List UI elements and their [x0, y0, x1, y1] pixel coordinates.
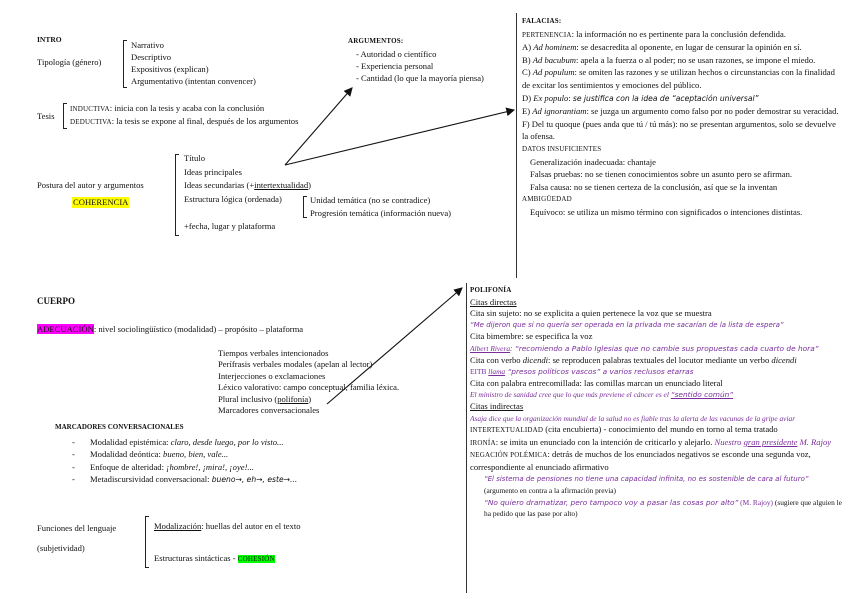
falacias-heading: FALACIAS: [522, 17, 562, 25]
polifonia-heading: POLIFONÍA [470, 286, 512, 294]
negacion-line: NEGACIÓN POLÉMICA: detrás de muchos de los enunciados negativos se esconde una segunda voz, correspondiente al enunciado afirmativo [470, 449, 811, 472]
quote-entrecomillada: El ministro de sanidad cree que lo que más previene el cáncer es el “sentido común” [470, 390, 734, 400]
tipologia-item: Descriptivo [131, 52, 172, 62]
postura-item: Título [184, 153, 206, 163]
marcadores-list [72, 436, 297, 486]
quote-indirecta: Asaja dice que la organización mundial de la salud no es fiable tras la alerta de las vacunas de la gripe aviar [470, 413, 796, 423]
cuerpo-item: Interjecciones o exclamaciones [218, 370, 326, 381]
intro-heading: INTRO [37, 35, 62, 44]
argumentos-heading: ARGUMENTOS: [348, 37, 404, 45]
cuerpo-list [218, 348, 399, 416]
cuerpo-item: Perífrasis verbales modales (apelan al lector) [218, 359, 373, 370]
tipologia-item: Expositivos (explican) [131, 64, 209, 74]
insuf-item: Falsas pruebas: no se tienen conocimientos sobre un asunto pero se afirman. [530, 169, 793, 180]
tipologia-item: Argumentativo (intentan convencer) [131, 76, 256, 86]
intertextualidad-line: INTERTEXTUALIDAD (cita encubierta) - conocimiento del mundo en torno al tema tratado [470, 424, 778, 435]
tesis-item: DEDUCTIVA: la tesis se expone al final, después de los argumentos [70, 116, 299, 126]
unidad-item: Unidad temática (no se contradice) [310, 195, 431, 205]
cuerpo-heading: CUERPO [37, 296, 75, 306]
falacia-f: F) Del tu quoque (pues anda que tú / tú más): no se presentan argumentos, solo se devuelve la ofensa. [522, 118, 836, 142]
tesis-label: Tesis [37, 111, 55, 121]
tipologia-label: Tipología (género) [37, 57, 102, 67]
ambiguedad-item: Equívoco: se utiliza un mismo término con significados o intenciones distintas. [530, 206, 803, 217]
cita-sin-sujeto: Cita sin sujeto: no se explicita a quien pertenece la voz que se muestra [470, 308, 712, 319]
marcador-item: - Enfoque de alteridad: ¡hombre!, ¡mira!, ¡oye!... [72, 461, 254, 472]
quote-pensiones-note: (argumento en contra a la afirmación previa) [484, 486, 617, 496]
quote-pensiones: “El sistema de pensiones no tiene una capacidad infinita, no es sostenible de cara al futuro” [484, 474, 809, 483]
falacias-block [522, 15, 840, 219]
insuf-item: Generalización inadecuada: chantaje [530, 156, 656, 167]
fecha-item: +fecha, lugar y plataforma [184, 221, 276, 231]
postura-label: Postura del autor y argumentos [37, 180, 144, 190]
quote-bimembre: Albert Rivera: “recomiendo a Pablo Iglesias que no cambie sus propuestas cada cuarto de hora” [470, 343, 819, 353]
polifonia-block [470, 285, 842, 520]
tipologia-item: Narrativo [131, 40, 164, 50]
polifonia-border [466, 283, 467, 593]
postura-item: Ideas secundarias (+intertextualidad) [184, 180, 312, 190]
falacia-c: C) Ad populum: se omiten las razones y se utilizan hechos o circunstancias con la finalidad de excitar los sentimientos y emociones del público. [522, 67, 835, 90]
modalizacion-line: Modalización: huellas del autor en el texto [154, 521, 301, 531]
adecuacion-badge: ADECUACIÓN [37, 324, 94, 334]
cita-verbo-dicendi: Cita con verbo dicendi: se reproducen palabras textuales del locutor mediante un verbo dicendi [470, 354, 797, 365]
quote-sin-sujeto: “Me dijeron que si no quería ser operada en la privada me sacarían de la lista de espera” [470, 320, 784, 329]
funciones-label: Funciones del lenguaje [37, 523, 117, 533]
adecuacion-line: ADECUACIÓN: nivel sociolingüístico (modalidad) – propósito – plataforma [37, 324, 304, 334]
marcadores-heading: MARCADORES CONVERSACIONALES [55, 423, 184, 431]
quote-verbo-dicendi: EITB llama “presos políticos vascos” a varios reclusos etarras [470, 367, 694, 377]
cohesion-badge: COHESIÓN [237, 555, 275, 563]
citas-indirectas-heading: Citas indirectas [470, 400, 524, 411]
ambiguedad-heading: AMBIGÜEDAD [522, 195, 572, 204]
arrow-to-argumentos [285, 88, 352, 165]
cuerpo-item: Marcadores conversacionales [218, 405, 320, 416]
argumento-item: - Experiencia personal [356, 61, 434, 71]
cita-bimembre: Cita bimembre: se especifica la voz [470, 331, 593, 342]
subjetividad-label: (subjetividad) [37, 543, 85, 553]
funciones-brace [145, 516, 149, 568]
falacia-pertenencia: PERTENENCIA: la información no es pertinente para la conclusión defendida. [522, 28, 786, 39]
arrow-to-falacias [285, 110, 514, 165]
falacias-border [516, 13, 517, 278]
falacia-d: D) Ex populo: se justifica con la idea de “aceptación universal” [522, 92, 759, 103]
progresion-item: Progresión temática (información nueva) [310, 207, 452, 218]
cuerpo-item: Plural inclusivo (polifonía) [218, 393, 312, 404]
argumento-item: - Cantidad (lo que la mayoría piensa) [356, 73, 484, 83]
tesis-item: INDUCTIVA: inicia con la tesis y acaba con la conclusión [70, 103, 265, 113]
postura-item: Estructura lógica (ordenada) [184, 193, 282, 204]
cuerpo-item: Tiempos verbales intencionados [218, 348, 329, 358]
insuf-item: Falsa causa: no se tienen certeza de la conclusión, así que se la inventan [530, 181, 778, 192]
argumento-item: - Autoridad o científico [356, 49, 437, 59]
postura-item: Ideas principales [184, 166, 242, 177]
quote-dramatizar: “No quiero dramatizar, pero tampoco voy a pasar las cosas por alto” (M. Rajoy) (sugiere que alguien le ha pedido que las pase por alto) [484, 497, 842, 519]
ironia-line: IRONÍA: se imita un enunciado con la intención de criticarlo y alejarlo. Nuestro gran presidente M. Rajoy [470, 436, 832, 447]
cuerpo-item: Léxico valorativo: campo conceptual, familia léxica. [218, 382, 400, 393]
falacia-e: E) Ad ignorantiam: se juzga un argumento como falso por no poder demostrar su veracidad. [522, 106, 839, 117]
marcador-item: - Modalidad epistémica: claro, desde luego, por lo visto... [72, 437, 284, 447]
datos-insuficientes-heading: DATOS INSUFICIENTES [522, 144, 602, 153]
marcador-item: - Modalidad deóntica: bueno, bien, vale... [72, 449, 229, 460]
marcador-item: - Metadiscursividad conversacional: bueno→, eh→, este→... [72, 473, 298, 484]
citas-directas-heading: Citas directas [470, 296, 517, 307]
estructuras-line: Estructuras sintácticas - COHESIÓN [154, 553, 275, 563]
coherencia-badge: COHERENCIA [73, 197, 129, 207]
cita-entrecomillada: Cita con palabra entrecomillada: las comillas marcan un enunciado literal [470, 377, 723, 388]
falacia-b: B) Ad bacubum: apela a la fuerza o al poder; no se usan razones, se impone el miedo. [522, 54, 816, 65]
falacia-a: A) Ad hominem: se desacredita al oponente, en lugar de censurar la opinión en sí. [522, 42, 802, 53]
